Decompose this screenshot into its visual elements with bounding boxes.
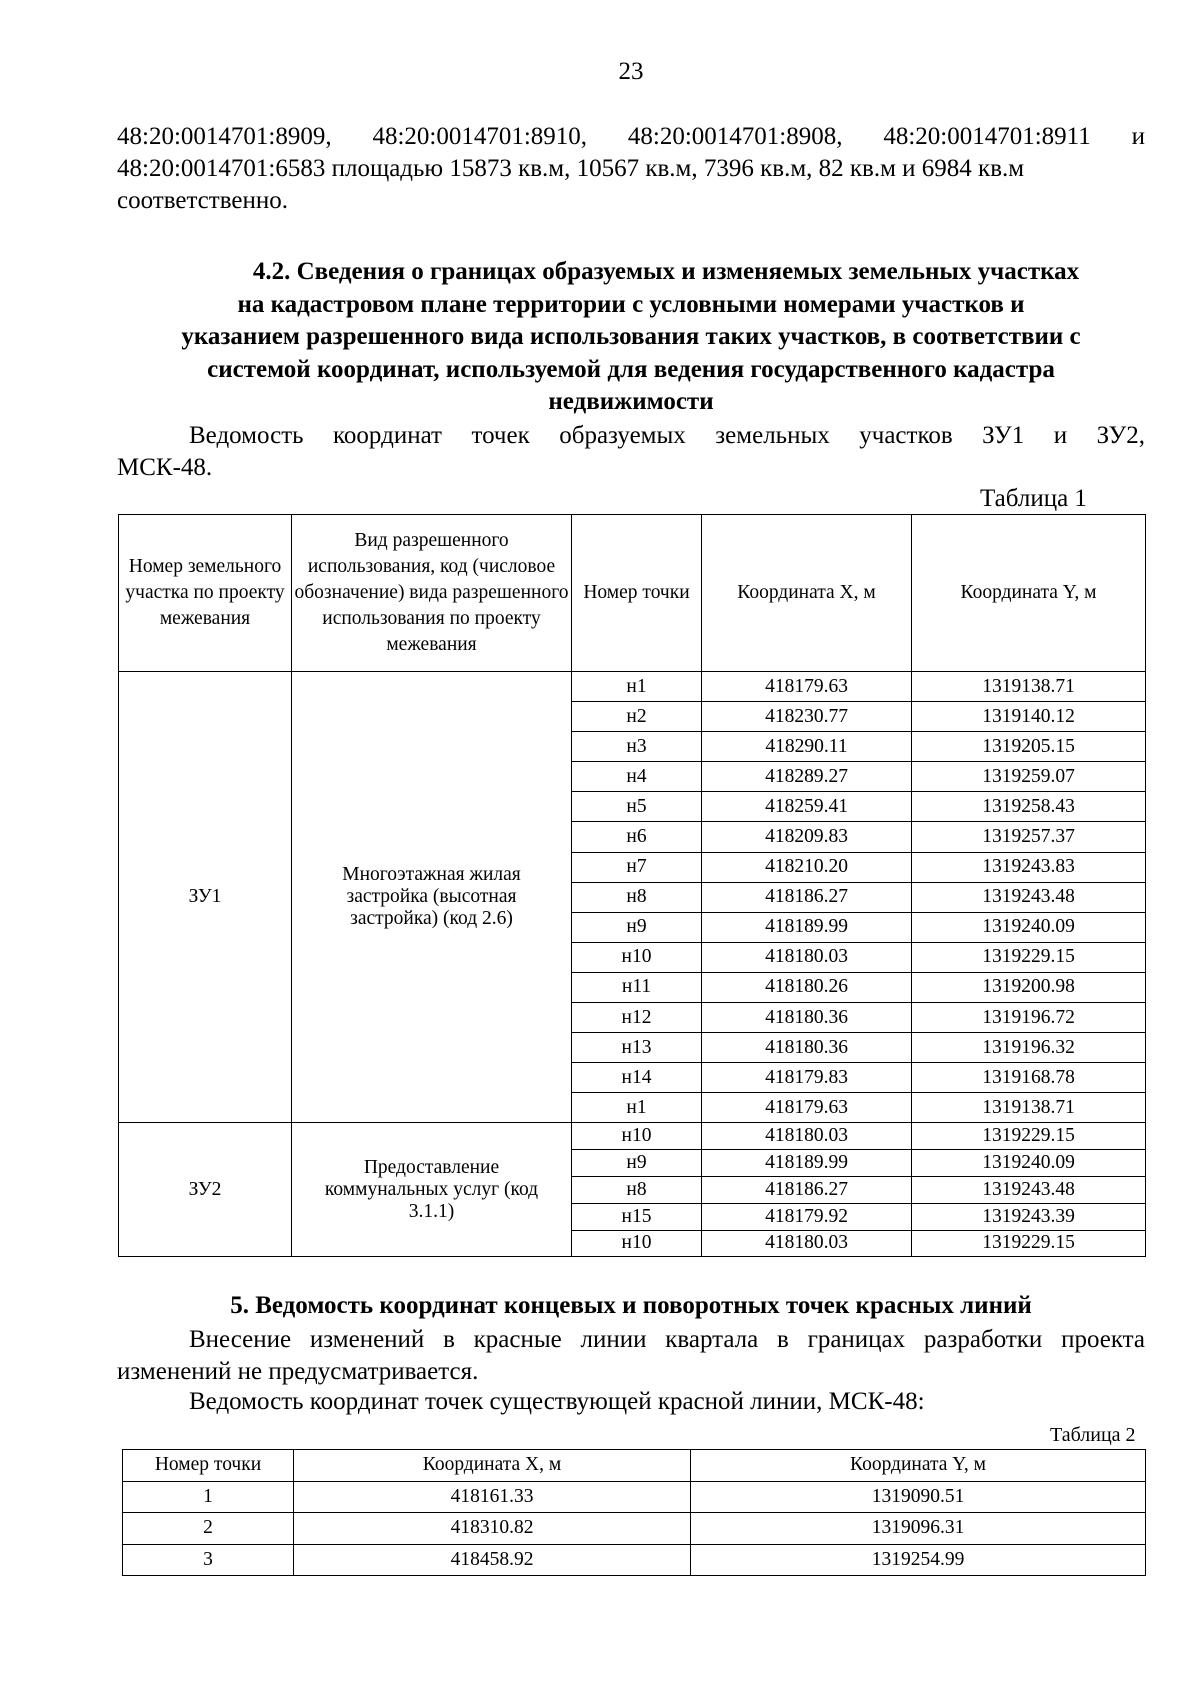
point-cell: 3 xyxy=(123,1544,294,1576)
point-cell: 1 xyxy=(123,1481,294,1513)
table-row xyxy=(123,1513,1146,1545)
table1-intro-line: Ведомость координат точек образуемых земельных участков ЗУ1 и ЗУ2, xyxy=(189,422,1145,449)
coordinate-x-cell: 418186.27 xyxy=(702,1177,912,1204)
section-5-paragraph xyxy=(117,1324,1145,1388)
intro-line: 48:20:0014701:6583 площадью 15873 кв.м, 10567 кв.м, 7396 кв.м, 82 кв.м и 6984 кв.м xyxy=(117,155,1025,182)
coordinate-x-cell: 418180.36 xyxy=(702,1033,912,1063)
header-coordinate-x: Координата X, м xyxy=(294,1450,691,1482)
coordinate-x-cell: 418180.36 xyxy=(702,1003,912,1033)
heading-line: недвижимости xyxy=(548,388,714,415)
coordinate-y-cell: 1319229.15 xyxy=(912,1230,1146,1257)
coordinate-y-cell: 1319229.15 xyxy=(912,1123,1146,1150)
permitted-use-cell: Предоставление коммунальных услуг (код 3.1.1) xyxy=(292,1123,572,1257)
heading-line: на кадастровом плане территории с условными номерами участков и xyxy=(237,290,1025,318)
coordinate-x-cell: 418161.33 xyxy=(294,1481,691,1513)
table2-intro: Ведомость координат точек существующей красной линии, МСК-48: xyxy=(189,1388,925,1415)
table-row xyxy=(119,672,1146,702)
point-cell: н4 xyxy=(572,762,702,792)
coordinate-x-cell: 418230.77 xyxy=(702,702,912,732)
header-coordinate-x: Координата X, м xyxy=(702,515,912,672)
coordinate-y-cell: 1319243.48 xyxy=(912,1177,1146,1204)
plot-number-cell: ЗУ2 xyxy=(119,1123,292,1257)
point-cell: н2 xyxy=(572,702,702,732)
point-cell: н3 xyxy=(572,732,702,762)
coordinate-x-cell: 418290.11 xyxy=(702,732,912,762)
coordinate-y-cell: 1319205.15 xyxy=(912,732,1146,762)
coordinates-table-1 xyxy=(118,514,1146,1257)
header-coordinate-y: Координата Y, м xyxy=(691,1450,1146,1482)
coordinate-y-cell: 1319240.09 xyxy=(912,912,1146,942)
plot-group-zu2 xyxy=(119,1123,1146,1257)
header-plot-number: Номер земельного участка по проекту межевания xyxy=(119,515,292,672)
coordinate-y-cell: 1319257.37 xyxy=(912,822,1146,852)
table1-intro-line: МСК-48. xyxy=(117,454,213,481)
point-cell: н9 xyxy=(572,1150,702,1177)
point-cell: н9 xyxy=(572,912,702,942)
coordinate-x-cell: 418189.99 xyxy=(702,1150,912,1177)
coordinate-x-cell: 418180.03 xyxy=(702,1230,912,1257)
coordinate-x-cell: 418259.41 xyxy=(702,792,912,822)
coordinate-y-cell: 1319096.31 xyxy=(691,1513,1146,1545)
coordinate-x-cell: 418458.92 xyxy=(294,1544,691,1576)
point-cell: н1 xyxy=(572,1093,702,1123)
coordinate-y-cell: 1319196.72 xyxy=(912,1003,1146,1033)
point-cell: н7 xyxy=(572,852,702,882)
heading-line: системой координат, используемой для ведения государственного кадастра xyxy=(207,355,1055,383)
heading-line: 4.2. Сведения о границах образуемых и изменяемых земельных участках xyxy=(252,258,1080,285)
coordinate-y-cell: 1319240.09 xyxy=(912,1150,1146,1177)
table1-caption: Таблица 1 xyxy=(980,485,1087,512)
coordinate-x-cell: 418209.83 xyxy=(702,822,912,852)
coordinate-x-cell: 418180.03 xyxy=(702,942,912,972)
coordinate-y-cell: 1319138.71 xyxy=(912,672,1146,702)
red-line-coordinates-table xyxy=(122,1449,1146,1576)
point-cell: н1 xyxy=(572,672,702,702)
coordinate-x-cell: 418180.26 xyxy=(702,972,912,1002)
plot-number-cell: ЗУ1 xyxy=(119,672,292,1123)
paragraph-line: изменений не предусматривается. xyxy=(117,1358,479,1385)
table-row xyxy=(123,1481,1146,1513)
coordinate-x-cell: 418179.63 xyxy=(702,672,912,702)
point-cell: н14 xyxy=(572,1063,702,1093)
table1-intro xyxy=(117,420,1145,484)
coordinate-y-cell: 1319243.83 xyxy=(912,852,1146,882)
coordinate-x-cell: 418189.99 xyxy=(702,912,912,942)
coordinate-y-cell: 1319138.71 xyxy=(912,1093,1146,1123)
coordinate-y-cell: 1319200.98 xyxy=(912,972,1146,1002)
coordinate-y-cell: 1319168.78 xyxy=(912,1063,1146,1093)
coordinate-y-cell: 1319259.07 xyxy=(912,762,1146,792)
table-row xyxy=(119,1123,1146,1150)
header-point-number: Номер точки xyxy=(572,515,702,672)
heading-line: указанием разрешенного вида использования таких участков, в соответствии с xyxy=(181,323,1081,350)
intro-line: соответственно. xyxy=(117,187,288,214)
coordinate-x-cell: 418179.92 xyxy=(702,1203,912,1230)
header-permitted-use: Вид разрешенного использования, код (числовое обозначение) вида разрешенного использования по проекту межевания xyxy=(292,515,572,672)
point-cell: н11 xyxy=(572,972,702,1002)
coordinate-x-cell: 418310.82 xyxy=(294,1513,691,1545)
page-number: 23 xyxy=(618,58,644,85)
coordinate-y-cell: 1319196.32 xyxy=(912,1033,1146,1063)
header-coordinate-y: Координата Y, м xyxy=(912,515,1146,672)
coordinate-y-cell: 1319229.15 xyxy=(912,942,1146,972)
coordinate-y-cell: 1319243.48 xyxy=(912,882,1146,912)
section-5-heading: 5. Ведомость координат концевых и поворотных точек красных линий xyxy=(230,1292,1032,1319)
coordinate-x-cell: 418210.20 xyxy=(702,852,912,882)
plot-group-zu1 xyxy=(119,672,1146,1123)
point-cell: н8 xyxy=(572,1177,702,1204)
coordinate-x-cell: 418179.63 xyxy=(702,1093,912,1123)
coordinate-x-cell: 418179.83 xyxy=(702,1063,912,1093)
point-cell: н5 xyxy=(572,792,702,822)
intro-paragraph xyxy=(117,121,1145,217)
paragraph-line: Внесение изменений в красные линии квартала в границах разработки проекта xyxy=(189,1326,1145,1353)
point-cell: н15 xyxy=(572,1203,702,1230)
coordinate-x-cell: 418289.27 xyxy=(702,762,912,792)
point-cell: н8 xyxy=(572,882,702,912)
header-point-number: Номер точки xyxy=(123,1450,294,1482)
point-cell: н10 xyxy=(572,1123,702,1150)
intro-line: 48:20:0014701:8909, 48:20:0014701:8910, 48:20:0014701:8908, 48:20:0014701:8911 и xyxy=(117,123,1145,150)
section-4-2-heading xyxy=(117,256,1145,419)
point-cell: 2 xyxy=(123,1513,294,1545)
point-cell: н13 xyxy=(572,1033,702,1063)
coordinate-x-cell: 418180.03 xyxy=(702,1123,912,1150)
coordinate-y-cell: 1319258.43 xyxy=(912,792,1146,822)
coordinate-y-cell: 1319254.99 xyxy=(691,1544,1146,1576)
coordinate-y-cell: 1319140.12 xyxy=(912,702,1146,732)
table2-caption: Таблица 2 xyxy=(1050,1424,1136,1446)
point-cell: н10 xyxy=(572,942,702,972)
table-row xyxy=(123,1544,1146,1576)
coordinate-x-cell: 418186.27 xyxy=(702,882,912,912)
coordinate-y-cell: 1319243.39 xyxy=(912,1203,1146,1230)
coordinate-y-cell: 1319090.51 xyxy=(691,1481,1146,1513)
point-cell: н6 xyxy=(572,822,702,852)
point-cell: н10 xyxy=(572,1230,702,1257)
permitted-use-cell: Многоэтажная жилая застройка (высотная застройка) (код 2.6) xyxy=(292,672,572,1123)
point-cell: н12 xyxy=(572,1003,702,1033)
